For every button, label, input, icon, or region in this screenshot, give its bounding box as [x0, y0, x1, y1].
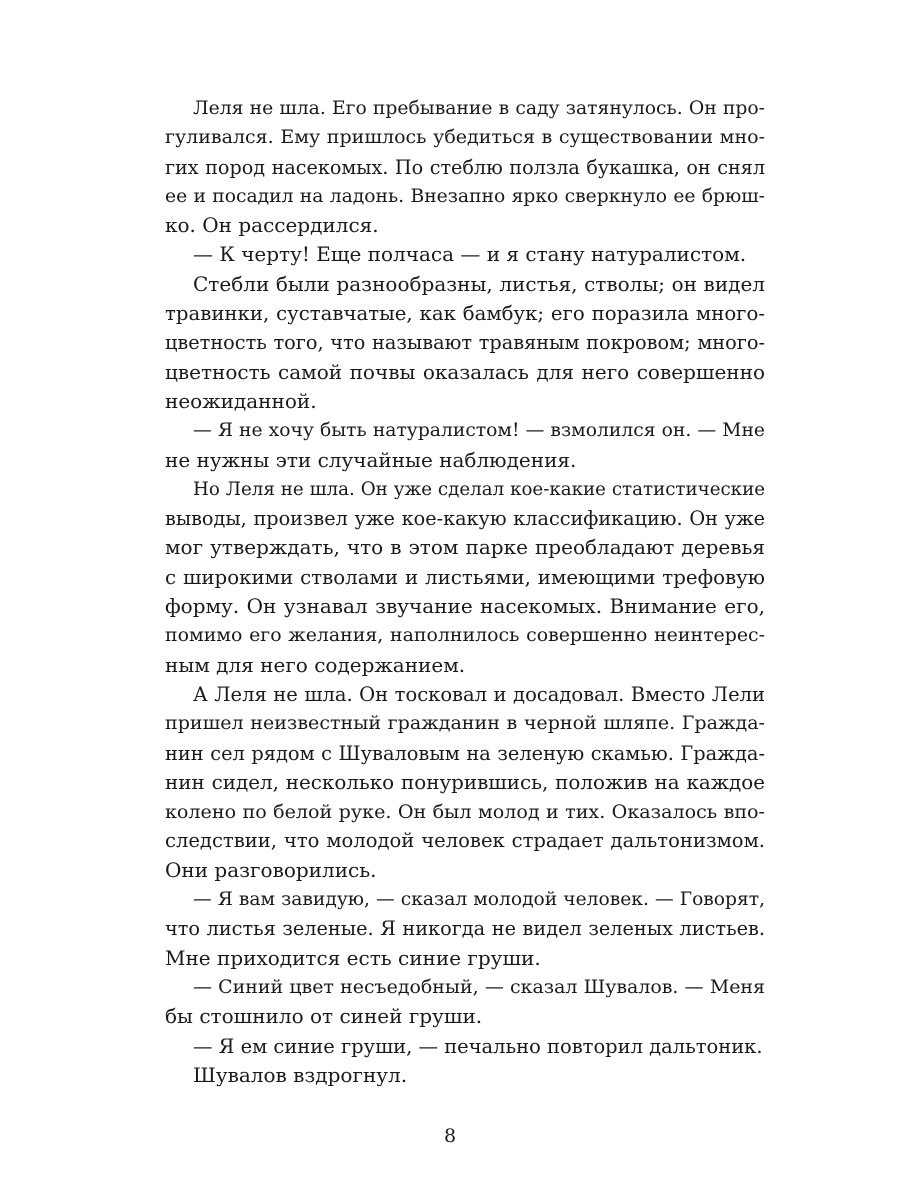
text-line: цветность того, что называют травяным покровом; много- [165, 331, 765, 355]
text-line: нин сидел, несколько понурившись, положив на каждое [165, 770, 765, 794]
text-line: — Я не хочу быть натуралистом! — взмолился он. — Мне [193, 420, 765, 442]
text-line: — Я ем синие груши, — печально повторил дальтоник. [193, 1034, 763, 1058]
text-line: — Я вам завидую, — сказал молодой человек. — Говорят, [193, 889, 765, 911]
text-line: пришел неизвестный гражданин в черной шляпе. Гражда- [165, 712, 765, 735]
text-line: — К черту! Еще полчаса — и я стану натуралистом. [193, 242, 747, 267]
body-text [165, 94, 765, 1090]
text-line: цветность самой почвы оказалась для него совершенно [165, 359, 765, 384]
text-line: Они разговорились. [165, 857, 377, 882]
text-line: гих пород насекомых. По стеблю ползла букашка, он снял [165, 155, 765, 179]
text-line: Стебли были разнообразны, листья, стволы; он видел [193, 271, 765, 296]
text-line: помимо его желания, наполнилось совершенно неинтерес- [165, 624, 765, 647]
text-line: Шувалов вздрогнул. [193, 1062, 408, 1087]
text-line: — Синий цвет несъедобный, — сказал Шувалов. — Меня [193, 975, 765, 998]
text-line: травинки, суставчатые, как бамбук; его поразила много- [165, 302, 765, 326]
text-line: ным для него содержанием. [165, 652, 466, 677]
text-line: что листья зеленые. Я никогда не видел зеленых листьев. [165, 917, 765, 941]
text-line: следствии, что молодой человек страдает дальтонизмом. [165, 829, 765, 853]
text-line: выводы, произвел уже кое-какую классификацию. Он уже [165, 507, 765, 531]
text-line: мог утверждать, что в этом парке преобладают деревья [165, 535, 765, 560]
text-line: колено по белой руке. Он был молод и тих. Оказалось впо- [165, 800, 765, 824]
text-line: бы стошнило от синей груши. [165, 1004, 483, 1029]
text-line: с широкими стволами и листьями, имеющими трефовую [165, 565, 765, 589]
text-line: Но Леля не шла. Он уже сделал кое-какие статистические [193, 478, 765, 500]
text-line: ко. Он рассердился. [165, 213, 379, 238]
text-line: Леля не шла. Его пребывание в саду затянулось. Он про- [193, 98, 765, 119]
text-line: форму. Он узнавал звучание насекомых. Внимание его, [165, 594, 765, 619]
text-line: ее и посадил на ладонь. Внезапно ярко сверкнуло ее брюш- [165, 185, 765, 207]
text-line: Мне приходится есть синие груши. [165, 945, 541, 970]
page-number: 8 [443, 1125, 457, 1147]
text-line: гуливался. Ему пришлось убедиться в существовании мно- [165, 126, 765, 149]
text-line: А Леля не шла. Он тосковал и досадовал. Вместо Лели [193, 682, 765, 706]
text-line: не нужны эти случайные наблюдения. [165, 447, 577, 472]
text-line: нин сел рядом с Шуваловым на зеленую скамью. Гражда- [165, 741, 765, 765]
text-line: неожиданной. [165, 388, 317, 413]
